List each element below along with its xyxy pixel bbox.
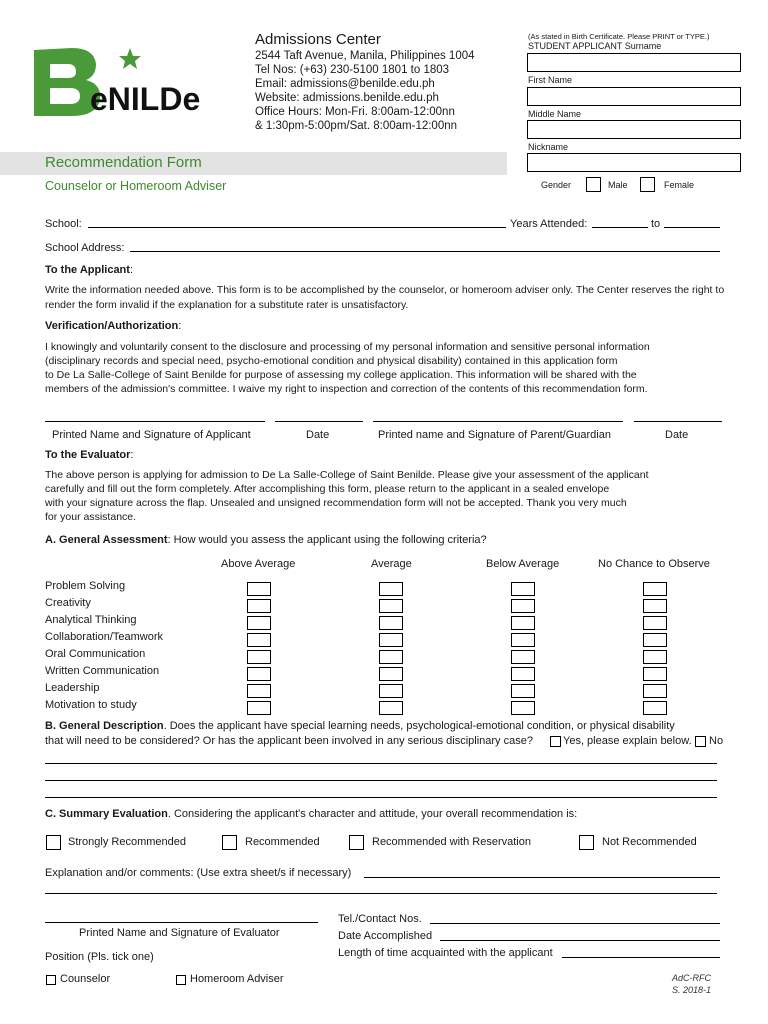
rating-checkbox[interactable] — [511, 582, 535, 596]
rating-checkbox[interactable] — [247, 684, 271, 698]
applicant-signature-line[interactable] — [45, 421, 265, 422]
criterion-label: Problem Solving — [45, 580, 126, 592]
rating-checkbox[interactable] — [379, 582, 403, 596]
length-acquainted-line[interactable] — [562, 957, 720, 958]
rating-checkbox[interactable] — [379, 616, 403, 630]
years-to-label: to — [651, 218, 661, 230]
male-label: Male — [608, 180, 628, 190]
rating-checkbox[interactable] — [247, 650, 271, 664]
parent-signature-caption: Printed name and Signature of Parent/Guardian — [378, 429, 611, 441]
form-subtitle: Counselor or Homeroom Adviser — [45, 179, 227, 193]
form-series: S. 2018-1 — [672, 985, 712, 995]
rating-checkbox[interactable] — [643, 616, 667, 630]
middle-name-field[interactable] — [527, 120, 741, 139]
rating-checkbox[interactable] — [379, 667, 403, 681]
form-code: AdC-RFC — [672, 973, 712, 983]
contact-label: Tel./Contact Nos. — [338, 913, 422, 925]
rating-checkbox[interactable] — [247, 667, 271, 681]
yes-checkbox[interactable] — [550, 736, 561, 747]
to-applicant-heading: To the Applicant: — [45, 264, 134, 276]
school-input-line[interactable] — [88, 227, 506, 228]
rating-checkbox[interactable] — [643, 582, 667, 596]
applicant-date-caption: Date — [306, 429, 330, 441]
rating-checkbox[interactable] — [511, 667, 535, 681]
length-acquainted-label: Length of time acquainted with the applicant — [338, 947, 553, 959]
rating-checkbox[interactable] — [511, 616, 535, 630]
rating-checkbox[interactable] — [247, 616, 271, 630]
strongly-recommended-checkbox[interactable] — [46, 835, 61, 850]
rating-checkbox[interactable] — [379, 650, 403, 664]
school-label: School: — [45, 218, 82, 230]
years-attended-label: Years Attended: — [510, 218, 588, 230]
criterion-label: Analytical Thinking — [45, 614, 137, 626]
recommended-checkbox[interactable] — [222, 835, 237, 850]
verification-line4: members of the admission's committee. I waive my right to inspection and correction of the contents of this recommendation form. — [45, 383, 648, 395]
nickname-label: Nickname — [528, 142, 569, 152]
verification-line1: I knowingly and voluntarily consent to the disclosure and processing of my personal information and sensitive personal information — [45, 341, 650, 353]
verification-line2: (disciplinary records and special need, psycho-emotional condition and physical disability) contained in this application form — [45, 355, 618, 367]
counselor-checkbox[interactable] — [46, 975, 56, 985]
comments-line-2[interactable] — [45, 893, 717, 894]
criterion-label: Leadership — [45, 682, 100, 694]
col-below-average: Below Average — [486, 558, 560, 570]
criterion-label: Oral Communication — [45, 648, 146, 660]
admissions-website: Website: admissions.benilde.edu.ph — [255, 92, 439, 104]
rating-checkbox[interactable] — [511, 633, 535, 647]
rating-checkbox[interactable] — [379, 701, 403, 715]
rating-checkbox[interactable] — [643, 684, 667, 698]
recommended-label: Recommended — [245, 836, 320, 848]
to-evaluator-line1: The above person is applying for admission to De La Salle-College of Saint Benilde. Please give your assessment of the applicant — [45, 469, 649, 481]
summary-evaluation-heading: C. Summary Evaluation. Considering the applicant's character and attitude, your overall recommendation is: — [45, 808, 578, 820]
rating-checkbox[interactable] — [511, 701, 535, 715]
criterion-label: Motivation to study — [45, 699, 137, 711]
school-address-line[interactable] — [130, 251, 720, 252]
explanation-line-3[interactable] — [45, 797, 717, 798]
contact-line[interactable] — [430, 923, 720, 924]
col-no-chance: No Chance to Observe — [598, 558, 710, 570]
surname-field[interactable] — [527, 53, 741, 72]
school-address-label: School Address: — [45, 242, 125, 254]
rating-checkbox[interactable] — [511, 650, 535, 664]
office-hours-line1: Office Hours: Mon-Fri. 8:00am-12:00nn — [255, 106, 455, 118]
office-hours-line2: & 1:30pm-5:00pm/Sat. 8:00am-12:00nn — [255, 120, 458, 132]
admissions-email: Email: admissions@benilde.edu.ph — [255, 78, 435, 90]
comments-label: Explanation and/or comments: (Use extra sheet/s if necessary) — [45, 867, 352, 879]
first-name-label: First Name — [528, 75, 573, 85]
date-accomplished-label: Date Accomplished — [338, 930, 433, 942]
svg-text:eNILDe: eNILDe — [90, 81, 201, 117]
yes-label: Yes, please explain below. — [563, 735, 692, 747]
print-note: (As stated in Birth Certificate. Please PRINT or TYPE.) — [528, 32, 710, 41]
applicant-signature-caption: Printed Name and Signature of Applicant — [52, 429, 251, 441]
rating-checkbox[interactable] — [379, 684, 403, 698]
general-description-line2: that will need to be considered? Or has the applicant been involved in any serious disciplinary case? — [45, 735, 533, 747]
evaluator-signature-caption: Printed Name and Signature of Evaluator — [79, 927, 280, 939]
rating-checkbox[interactable] — [643, 650, 667, 664]
counselor-label: Counselor — [60, 973, 111, 985]
rating-checkbox[interactable] — [247, 633, 271, 647]
rating-checkbox[interactable] — [247, 701, 271, 715]
parent-date-line[interactable] — [634, 421, 722, 422]
female-label: Female — [664, 180, 695, 190]
rating-checkbox[interactable] — [643, 599, 667, 613]
to-evaluator-line4: for your assistance. — [45, 511, 137, 523]
female-checkbox[interactable] — [640, 177, 655, 192]
verification-line3: to De La Salle-College of Saint Benilde for purpose of assessing my college application. This information will be shared with the — [45, 369, 637, 381]
no-checkbox[interactable] — [695, 736, 706, 747]
logo-graphic — [32, 44, 212, 120]
to-evaluator-line2: carefully and fill out the form completely. After accomplishing this form, please return to the applicant in a sealed envelope — [45, 483, 610, 495]
evaluator-signature-line[interactable] — [45, 922, 318, 923]
form-title: Recommendation Form — [45, 154, 202, 171]
rating-checkbox[interactable] — [379, 599, 403, 613]
rating-checkbox[interactable] — [247, 599, 271, 613]
explanation-line-1[interactable] — [45, 763, 717, 764]
date-accomplished-line[interactable] — [440, 940, 720, 941]
benilde-logo — [32, 44, 212, 120]
homeroom-adviser-checkbox[interactable] — [176, 975, 186, 985]
first-name-field[interactable] — [527, 87, 741, 106]
rating-checkbox[interactable] — [511, 599, 535, 613]
rating-checkbox[interactable] — [643, 701, 667, 715]
rating-checkbox[interactable] — [643, 633, 667, 647]
applicant-date-line[interactable] — [275, 421, 363, 422]
strongly-recommended-label: Strongly Recommended — [68, 836, 187, 848]
general-assessment-heading: A. General Assessment: How would you assess the applicant using the following criteria? — [45, 534, 487, 546]
explanation-line-2[interactable] — [45, 780, 717, 781]
not-recommended-label: Not Recommended — [602, 836, 697, 848]
recommended-with-reservation-checkbox[interactable] — [349, 835, 364, 850]
male-checkbox[interactable] — [586, 177, 601, 192]
criterion-label: Creativity — [45, 597, 91, 609]
to-evaluator-heading: To the Evaluator: — [45, 449, 134, 461]
nickname-field[interactable] — [527, 153, 741, 172]
comments-line-1[interactable] — [364, 877, 720, 878]
gender-label: Gender — [541, 180, 572, 190]
surname-label: STUDENT APPLICANT Surname — [528, 41, 662, 51]
criterion-label: Collaboration/Teamwork — [45, 631, 163, 643]
rating-checkbox[interactable] — [511, 684, 535, 698]
parent-date-caption: Date — [665, 429, 689, 441]
verification-heading: Verification/Authorization: — [45, 320, 182, 332]
recommended-with-reservation-label: Recommended with Reservation — [372, 836, 531, 848]
col-above-average: Above Average — [221, 558, 296, 570]
position-label: Position (Pls. tick one) — [45, 951, 154, 963]
col-average: Average — [371, 558, 412, 570]
years-to-line[interactable] — [664, 227, 720, 228]
admissions-tel: Tel Nos: (+63) 230-5100 1801 to 1803 — [255, 64, 450, 76]
criterion-label: Written Communication — [45, 665, 160, 677]
to-applicant-text: Write the information needed above. This form is to be accomplished by the counselor, or homeroom adviser only. The Center reserves the right to render the form invalid if the explanation for a substitute rater is unsatisfactory. — [45, 284, 725, 311]
middle-name-label: Middle Name — [528, 109, 582, 119]
years-from-line[interactable] — [592, 227, 648, 228]
general-description-line1: B. General Description. Does the applicant have special learning needs, psychological-emotional condition, or physical disability — [45, 720, 675, 732]
rating-checkbox[interactable] — [379, 633, 403, 647]
to-evaluator-line3: with your signature across the flap. Unsealed and unsigned recommendation form will not be accepted. Thank you very much — [45, 497, 627, 509]
rating-checkbox[interactable] — [247, 582, 271, 596]
admissions-title: Admissions Center — [255, 31, 381, 48]
no-label: No — [709, 735, 724, 747]
admissions-address: 2544 Taft Avenue, Manila, Philippines 1004 — [255, 50, 475, 62]
parent-signature-line[interactable] — [373, 421, 623, 422]
rating-checkbox[interactable] — [643, 667, 667, 681]
not-recommended-checkbox[interactable] — [579, 835, 594, 850]
homeroom-adviser-label: Homeroom Adviser — [190, 973, 284, 985]
